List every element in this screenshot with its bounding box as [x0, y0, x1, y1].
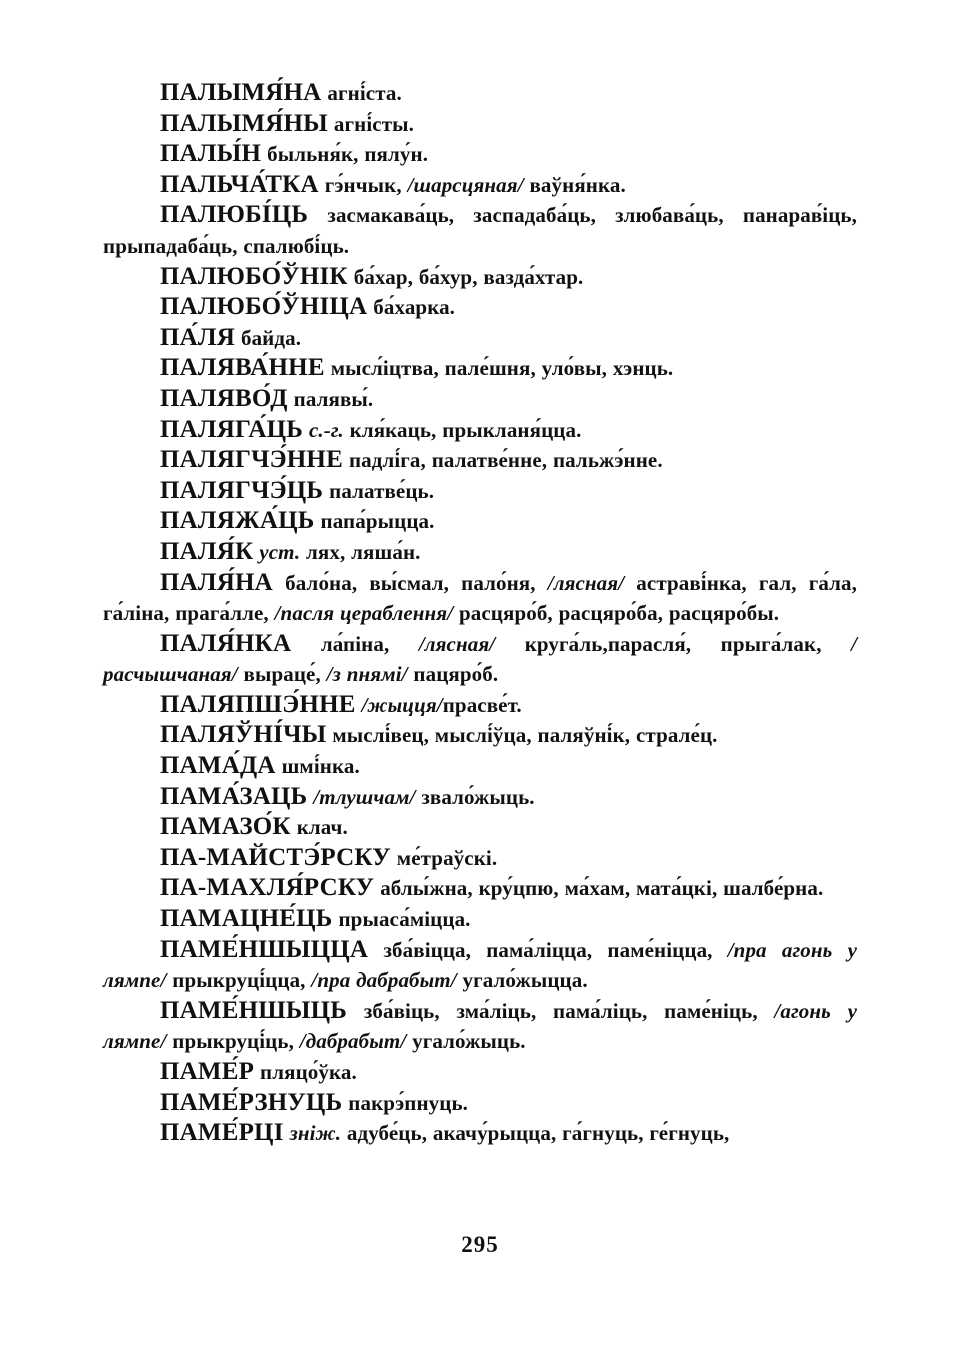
dictionary-entry [103, 904, 857, 935]
entry-gloss: кля́каць, прыкланя́цца. [343, 417, 582, 442]
entry-headword: ПА́ЛЯ [160, 323, 235, 351]
entry-headword: ПАМЕ́РЗНУЦЬ [160, 1088, 343, 1116]
entry-gloss: угало́жыць. [406, 1029, 526, 1054]
entry-gloss: звало́жыць. [415, 784, 535, 809]
entry-headword: ПАМАЗО́К [160, 813, 291, 841]
entry-gloss: прыкруці́цца, [166, 968, 312, 993]
dictionary-entry [103, 720, 857, 751]
entry-gloss: зба́віць, зма́ліць, пама́ліць, паме́ніць, [363, 998, 775, 1023]
dictionary-entry [103, 873, 857, 904]
entry-headword: ПА-МАЙСТЭ́РСКУ [160, 843, 391, 871]
entry-headword: ПАЛЯ́К [160, 537, 254, 565]
entry-gloss: ба́хар, ба́хур, вазда́хтар. [353, 264, 584, 289]
entry-headword: ПАМАЦНЕ́ЦЬ [160, 905, 333, 933]
entry-qualifier: /з пнямі/ [326, 662, 408, 687]
entry-headword: ПАЛЯГЧЭ́ЦЬ [160, 476, 324, 504]
entry-headword: ПАЛЯГА́ЦЬ [160, 415, 303, 443]
dictionary-entry [103, 1118, 857, 1149]
entry-gloss: байда. [240, 325, 302, 350]
entry-headword: ПАЛЯЖА́ЦЬ [160, 507, 315, 535]
entry-headword: ПАМЕ́НШЫЦЦА [160, 935, 369, 963]
dictionary-entry [103, 170, 857, 201]
dictionary-entry [103, 1057, 857, 1088]
entry-headword: ПАЛЯПШЭ́ННЕ [160, 690, 356, 718]
dictionary-entry [103, 690, 857, 721]
entry-headword: ПАЛЫ́Н [160, 140, 262, 168]
entry-gloss: зба́віцца, пама́ліцца, паме́ніцца, [383, 937, 728, 962]
entry-qualifier: зніж. [289, 1121, 342, 1146]
entry-gloss: агні́ста. [327, 81, 402, 105]
entry-headword: ПАМА́ЗАЦЬ [160, 782, 308, 810]
entry-gloss: мысл́іцтва, пале́шня, уло́вы, хэнць. [330, 356, 674, 381]
dictionary-entry [103, 353, 857, 384]
dictionary-entry [103, 1088, 857, 1119]
entry-gloss: круга́ль,парасля́, прыга́лак, [495, 631, 852, 656]
entry-headword: ПА-МАХЛЯ́РСКУ [160, 874, 375, 902]
entry-qualifier: /шарсцяная/ [407, 172, 524, 197]
dictionary-entry [103, 537, 857, 568]
entry-headword: ПАЛЯЎНІ́ЧЫ [160, 721, 327, 749]
entry-gloss: лях, ляша́н. [300, 539, 421, 564]
entry-qualifier: /тлушчам/ [313, 784, 416, 809]
page-number: 295 [461, 1232, 499, 1257]
dictionary-entry [103, 568, 857, 629]
entry-qualifier: /агонь у лямпе/ [103, 998, 857, 1054]
entry-qualifier: /пра дабрабыт/ [311, 968, 457, 993]
entry-headword: ПАЛЯ́НКА [160, 629, 292, 657]
entry-column [103, 78, 857, 1149]
entry-gloss: аблы́жна, кру́цпю, ма́хам, мата́цкі, шалбе́рна. [380, 876, 824, 901]
entry-gloss: бало́на, вы́смал, пало́ня, [285, 570, 548, 595]
dictionary-entry [103, 262, 857, 293]
dictionary-entry [103, 78, 857, 109]
dictionary-entry [103, 109, 857, 140]
entry-headword: ПАЛЯВА́ННЕ [160, 354, 325, 382]
entry-gloss: палатве́ць. [329, 478, 435, 503]
entry-headword: ПАЛЯ́НА [160, 568, 273, 596]
entry-gloss: гэ́нчык, [324, 172, 408, 197]
entry-headword: ПАМЕ́Р [160, 1058, 255, 1085]
dictionary-entry [103, 445, 857, 476]
entry-qualifier: /пра агонь у лямпе/ [103, 937, 857, 993]
entry-gloss: ба́харка. [373, 295, 456, 320]
dictionary-entry [103, 292, 857, 323]
entry-gloss: угало́жыцца. [456, 968, 588, 993]
entry-gloss: засмакава́ць, заспадаба́ць, злюбава́ць, панарав́іць, прыпадаба́ць, спалюбі́ць. [103, 203, 857, 258]
entry-gloss: ваўня́нка. [523, 172, 626, 197]
entry-headword: ПАЛЯВО́Д [160, 384, 288, 412]
entry-qualifier: с.-г. [308, 417, 344, 442]
entry-headword: ПАМЕ́РЦІ [160, 1119, 284, 1147]
entry-headword: ПАЛЯГЧЭ́ННЕ [160, 446, 343, 474]
entry-gloss: палявы́. [293, 386, 374, 411]
entry-qualifier: /дабрабыт/ [299, 1029, 407, 1054]
entry-qualifier: /пасля цераблення/ [274, 601, 454, 626]
entry-gloss: быльня́к, пялу́н. [267, 142, 429, 167]
dictionary-entry [103, 782, 857, 813]
entry-gloss: адубе́ць, акачу́рыцца, га́гнуць, ге́гнуць, [341, 1121, 730, 1146]
dictionary-entry [103, 415, 857, 446]
entry-gloss: астраві́нка, гал, га́ла, га́ліна, прага́лле, [103, 570, 857, 626]
entry-gloss: пляцо́ўка. [260, 1060, 357, 1084]
entry-gloss: падлі́га, палатве́нне, пальжэ́нне. [348, 448, 663, 473]
entry-headword: ПАЛЮБІ́ЦЬ [160, 201, 309, 229]
entry-gloss: прасве́т. [442, 692, 522, 717]
entry-gloss: папа́рыцца. [320, 509, 435, 534]
entry-gloss: ла́піна, [320, 631, 419, 656]
entry-headword: ПАЛЬЧА́ТКА [160, 170, 319, 198]
entry-gloss: расцяро́б, расцяро́ба, расцяро́бы. [453, 601, 780, 626]
entry-gloss: мыслі́вец, мыслі́ўца, паляўні́к, страле́ц. [332, 723, 718, 748]
entry-headword: ПАЛЫМЯ́НЫ [160, 109, 328, 137]
entry-qualifier: /лясная/ [547, 570, 625, 595]
dictionary-entry [103, 506, 857, 537]
entry-gloss: клач. [296, 815, 348, 840]
entry-gloss: агні́сты. [333, 111, 414, 136]
entry-gloss: прыаса́міцца. [338, 907, 471, 932]
dictionary-entry [103, 996, 857, 1057]
dictionary-entry [103, 812, 857, 843]
dictionary-entry [103, 200, 857, 261]
dictionary-entry [103, 323, 857, 354]
entry-headword: ПАЛЮБО́ЎНІК [160, 262, 348, 290]
entry-headword: ПАМЕ́НШЫЦЬ [160, 996, 347, 1024]
entry-qualifier: уст. [259, 539, 301, 564]
dictionary-entry [103, 935, 857, 996]
dictionary-entry [103, 476, 857, 507]
entry-headword: ПАЛЮБО́ЎНІЦА [160, 293, 368, 321]
dictionary-entry [103, 139, 857, 170]
dictionary-entry [103, 751, 857, 782]
entry-qualifier: /расчышчаная/ [103, 631, 857, 687]
entry-gloss: пацяро́б. [407, 662, 499, 687]
dictionary-entry [103, 629, 857, 690]
entry-gloss: шмі́нка. [281, 754, 360, 779]
entry-headword: ПАМА́ДА [160, 752, 276, 780]
entry-gloss: пакрэ́пнуць. [348, 1090, 469, 1115]
entry-headword: ПАЛЫМЯ́НА [160, 79, 322, 106]
dictionary-entry [103, 843, 857, 874]
entry-gloss: прыкруці́ць, [166, 1029, 300, 1054]
entry-qualifier: /жыцця/ [361, 692, 443, 717]
dictionary-entry [103, 384, 857, 415]
entry-gloss: ме́траўскі. [396, 845, 498, 870]
entry-gloss: выраце́, [237, 662, 327, 687]
entry-qualifier: /лясная/ [418, 631, 496, 656]
